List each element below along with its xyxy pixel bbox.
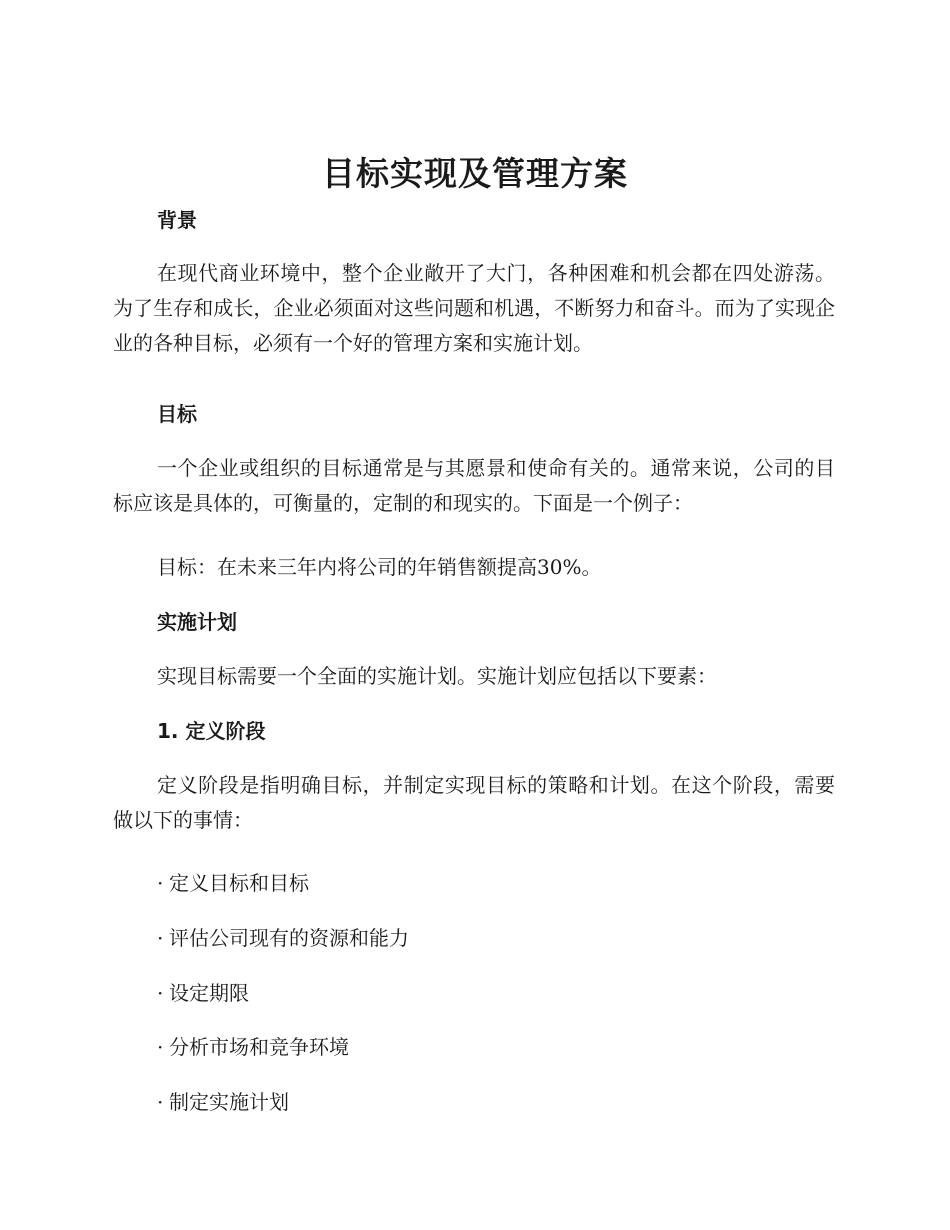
list-item-text: 设定期限 — [169, 981, 249, 1005]
bullet-marker: · — [157, 926, 164, 950]
list-item-text: 制定实施计划 — [169, 1090, 289, 1114]
list-item-text: 定义目标和目标 — [169, 871, 309, 895]
bullet-marker: · — [157, 871, 164, 895]
paragraph-background: 在现代商业环境中，整个企业敞开了大门，各种困难和机会都在四处游荡。为了生存和成长，企业必须面对这些问题和机遇，不断努力和奋斗。而为了实现企业的各种目标，必须有一个好的管理方案和实施计划。 — [113, 261, 835, 355]
goal-example: 目标：在未来三年内将公司的年销售额提高30%。 — [157, 555, 602, 579]
bullet-marker: · — [157, 1035, 164, 1059]
plan-intro: 实现目标需要一个全面的实施计划。实施计划应包括以下要素： — [157, 664, 717, 688]
heading-goal: 目标 — [157, 402, 197, 426]
list-item — [157, 1033, 349, 1061]
heading-plan: 实施计划 — [157, 610, 237, 634]
list-item — [157, 924, 409, 952]
heading-definition-phase: 1. 定义阶段 — [157, 719, 266, 743]
list-item-text: 分析市场和竞争环境 — [169, 1035, 349, 1059]
list-item — [157, 1088, 289, 1116]
list-item — [157, 869, 309, 897]
bullet-marker: · — [157, 981, 164, 1005]
list-item-text: 评估公司现有的资源和能力 — [169, 926, 409, 950]
heading-background: 背景 — [157, 208, 197, 232]
bullet-marker: · — [157, 1090, 164, 1114]
page-title: 目标实现及管理方案 — [322, 154, 628, 193]
paragraph-goal: 一个企业或组织的目标通常是与其愿景和使命有关的。通常来说，公司的目标应该是具体的，可衡量的，定制的和现实的。下面是一个例子： — [113, 456, 835, 515]
paragraph-definition-phase: 定义阶段是指明确目标，并制定实现目标的策略和计划。在这个阶段，需要做以下的事情： — [113, 773, 835, 832]
list-item — [157, 979, 249, 1007]
